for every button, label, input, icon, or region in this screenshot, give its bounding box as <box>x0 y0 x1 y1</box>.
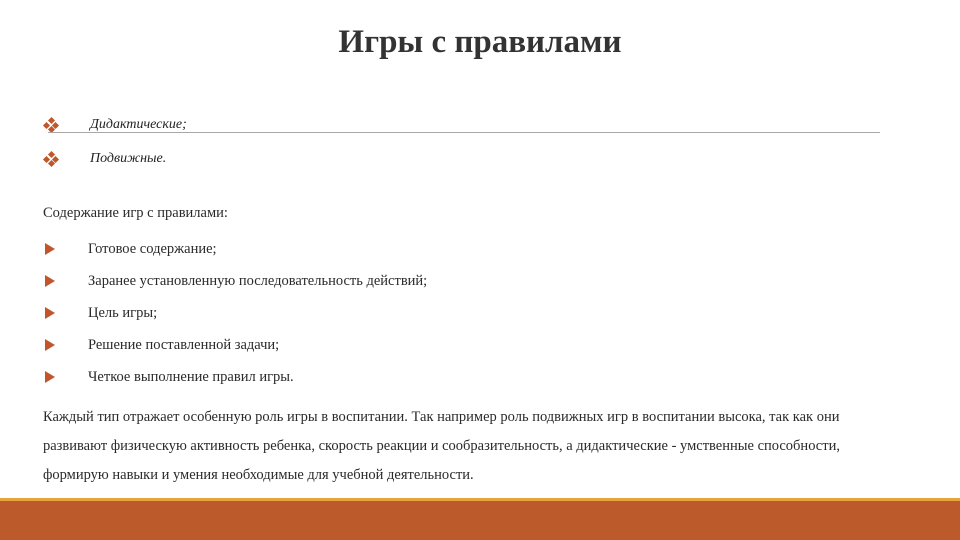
arrow-bullet-icon <box>45 371 55 383</box>
content-list <box>45 233 845 393</box>
content-item-label: Решение поставленной задачи; <box>88 336 280 353</box>
game-type-label: Подвижные. <box>90 151 167 166</box>
arrow-bullet-icon <box>45 243 55 255</box>
content-item-label: Четкое выполнение правил игры. <box>88 368 294 385</box>
content-item-label: Цель игры; <box>88 304 158 321</box>
diamond-bullet-icon <box>44 118 58 132</box>
game-types-list <box>44 108 904 176</box>
content-item-label: Готовое содержание; <box>88 240 217 257</box>
arrow-bullet-icon <box>45 307 55 319</box>
game-type-label: Дидактические; <box>90 117 187 132</box>
body-paragraph: Каждый тип отражает особенную роль игры в воспитании. Так например роль подвижных игр в воспитании высока, так как они развивают физическую активность ребенка, скорость реакции и сообразительность, а дидактические - умственные способности, формирую навыки и умения необходимые для учебной деятельности. <box>43 409 840 483</box>
footer-bar <box>0 501 960 540</box>
list-item <box>44 142 904 176</box>
content-heading: Содержание игр с правилами: <box>43 205 228 221</box>
arrow-bullet-icon <box>45 275 55 287</box>
list-item <box>45 361 845 393</box>
divider <box>48 132 880 133</box>
arrow-bullet-icon <box>45 339 55 351</box>
list-item <box>45 233 845 265</box>
list-item <box>45 265 845 297</box>
content-item-label: Заранее установленную последовательность действий; <box>88 272 428 289</box>
slide-title: Игры с правилами <box>338 24 622 60</box>
list-item <box>44 108 904 142</box>
list-item <box>45 297 845 329</box>
diamond-bullet-icon <box>44 152 58 166</box>
list-item <box>45 329 845 361</box>
